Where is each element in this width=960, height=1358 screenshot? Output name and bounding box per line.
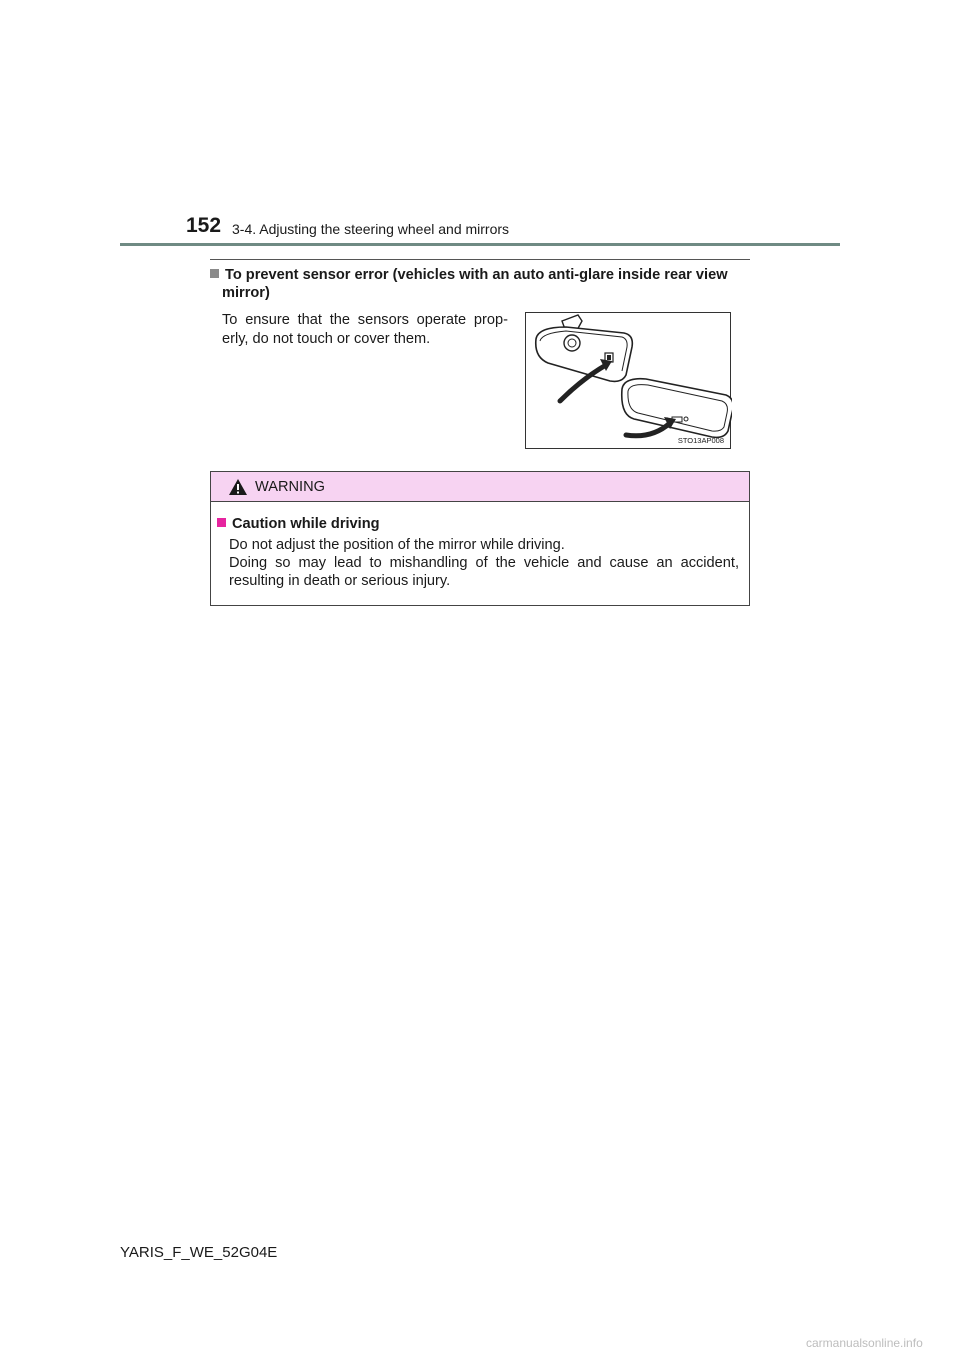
topic-title-line1: To prevent sensor error (vehicles with an auto anti-glare inside rear view	[225, 267, 728, 283]
warning-header	[211, 472, 749, 502]
header-rule	[120, 243, 840, 246]
warning-item-title-text: Caution while driving	[232, 516, 380, 532]
warning-body	[229, 536, 739, 590]
warning-box	[210, 471, 750, 606]
topic-divider	[210, 259, 750, 260]
figure-code: STO13AP008	[677, 436, 724, 445]
pink-square-bullet-icon	[217, 518, 226, 527]
topic-title-line2: mirror)	[222, 285, 270, 301]
square-bullet-icon	[210, 269, 219, 278]
warning-line2: Doing so may lead to mishandling of the vehicle and cause an accident, resulting in death or serious injury.	[229, 555, 739, 589]
warning-line1: Do not adjust the position of the mirror while driving.	[229, 537, 565, 553]
footer-doc-code: YARIS_F_WE_52G04E	[120, 1244, 278, 1261]
warning-item-title	[217, 516, 380, 532]
warning-label: WARNING	[255, 479, 325, 495]
watermark: carmanualsonline.info	[806, 1336, 923, 1350]
page-number: 152	[186, 214, 222, 237]
warning-triangle-icon	[228, 478, 248, 496]
rear-view-mirror-sensor-icon	[526, 313, 732, 450]
topic-heading	[210, 266, 752, 302]
section-title: 3-4. Adjusting the steering wheel and mirrors	[232, 221, 510, 237]
topic-body: To ensure that the sensors operate prop-erly, do not touch or cover them.	[222, 312, 508, 347]
rear-view-mirror-figure	[525, 312, 731, 449]
